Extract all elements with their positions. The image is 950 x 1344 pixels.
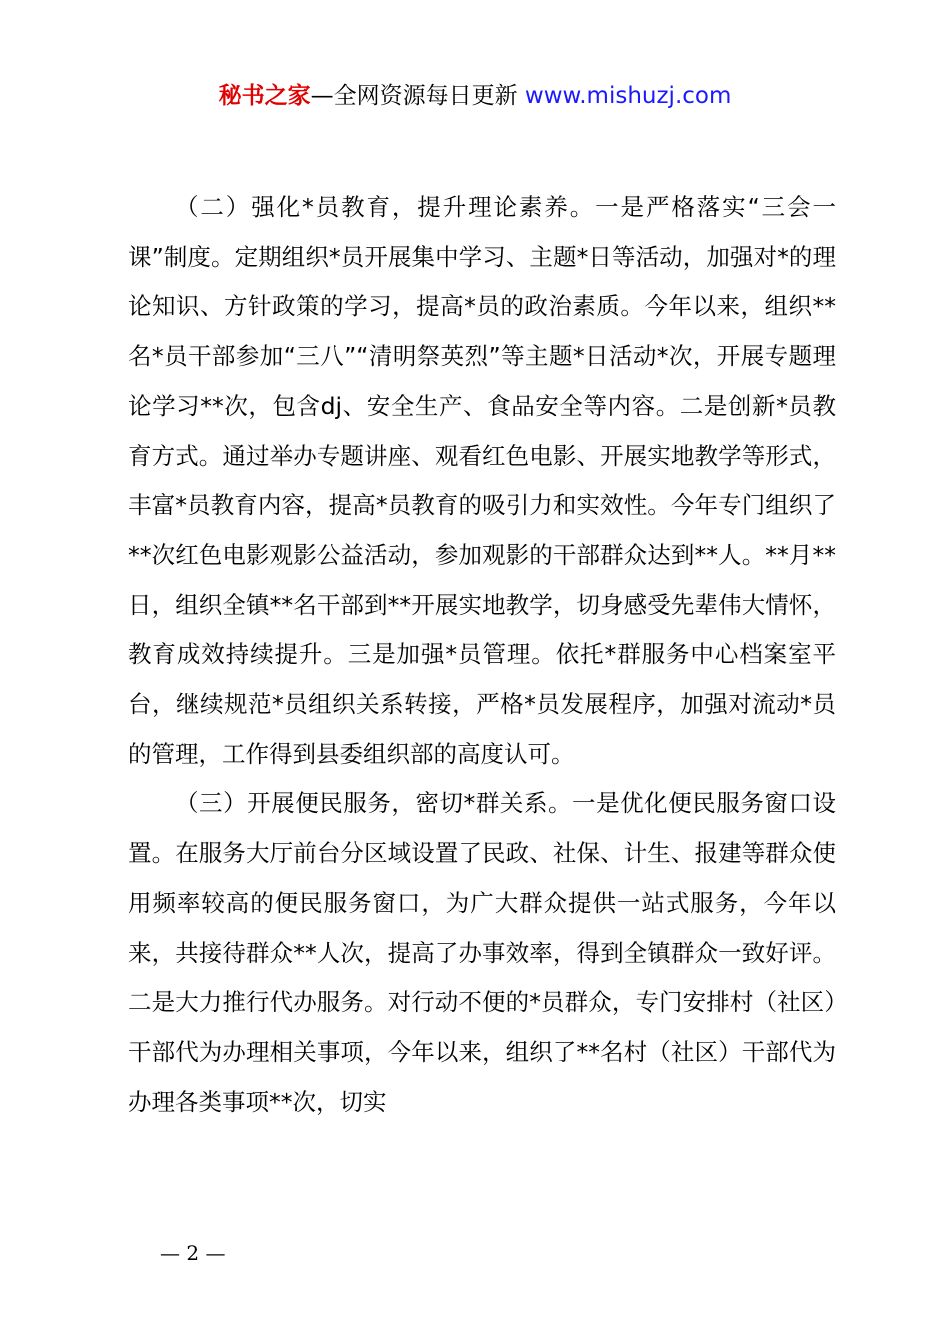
page-number: — 2 — xyxy=(160,1241,226,1265)
site-tagline: —全网资源每日更新 xyxy=(310,83,518,109)
site-url-link[interactable]: www.mishuzj.com xyxy=(524,83,732,109)
paragraph-section-2: （二）强化*员教育，提升理论素养。一是严格落实“三会一课”制度。定期组织*员开展集中学习、主题*日等活动，加强对*的理论知识、方针政策的学习，提高*员的政治素质。今年以来，组织**名*员干部参加“三八”“清明祭英烈”等主题*日活动*次，开展专题理论学习**次，包含dj、安全生产、食品安全等内容。二是创新*员教育方式。通过举办专题讲座、观看红色电影、开展实地教学等形式，丰富*员教育内容，提高*员教育的吸引力和实效性。今年专门组织了**次红色电影观影公益活动，参加观影的干部群众达到**人。**月**日，组织全镇**名干部到**开展实地教学，切身感受先辈伟大情怀，教育成效持续提升。三是加强*员管理。依托*群服务中心档案室平台，继续规范*员组织关系转接，严格*员发展程序，加强对流动*员的管理，工作得到县委组织部的高度认可。 xyxy=(128,193,836,768)
site-brand: 秘书之家 xyxy=(218,83,311,109)
document-body xyxy=(128,183,836,1127)
site-header xyxy=(0,80,950,112)
paragraph-section-3: （三）开展便民服务，密切*群关系。一是优化便民服务窗口设置。在服务大厅前台分区域设置了民政、社保、计生、报建等群众使用频率较高的便民服务窗口，为广大群众提供一站式服务，今年以来，共接待群众**人次，提高了办事效率，得到全镇群众一致好评。二是大力推行代办服务。对行动不便的*员群众，专门安排村（社区）干部代为办理相关事项，今年以来，组织了**名村（社区）干部代为办理各类事项**次，切实 xyxy=(128,789,836,1116)
